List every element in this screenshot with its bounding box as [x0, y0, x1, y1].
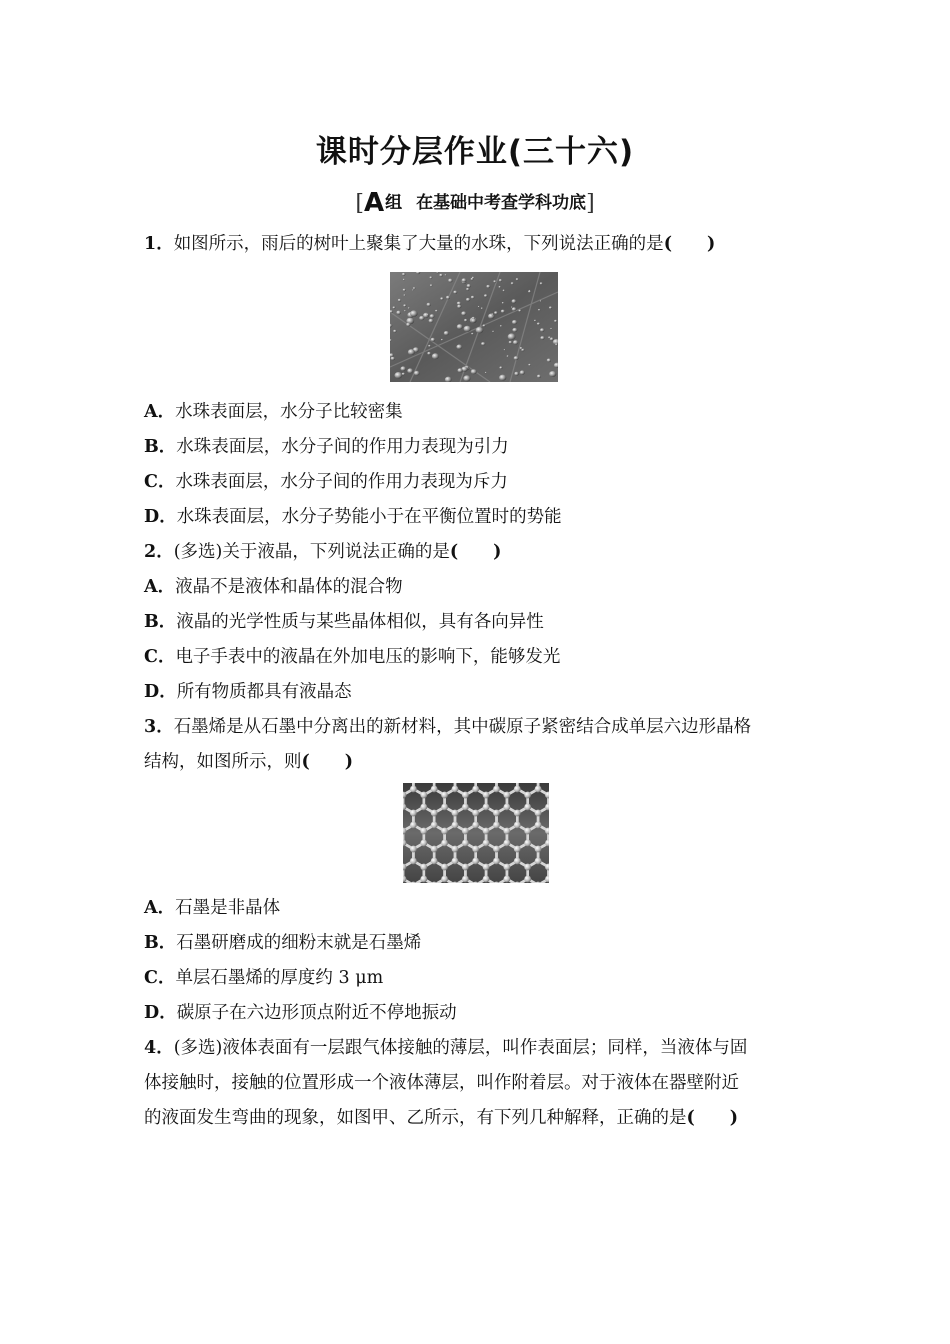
- carbon-atom: [514, 858, 521, 865]
- carbon-atom: [493, 786, 500, 793]
- droplet: [445, 274, 447, 276]
- carbon-atom: [524, 840, 531, 847]
- droplet: [427, 303, 431, 307]
- droplet: [485, 372, 487, 373]
- carbon-atom: [483, 840, 490, 847]
- carbon-atom: [441, 792, 448, 799]
- droplet: [512, 328, 517, 332]
- droplet: [520, 370, 525, 374]
- droplet: [554, 320, 557, 323]
- carbon-atom: [524, 804, 531, 811]
- carbon-atom: [410, 822, 417, 829]
- carbon-atom: [410, 858, 417, 865]
- droplet: [431, 338, 435, 342]
- droplet: [501, 310, 505, 313]
- carbon-atom: [535, 846, 542, 853]
- carbon-atom: [514, 846, 521, 853]
- carbon-atom: [524, 864, 531, 871]
- carbon-atom: [472, 810, 479, 817]
- droplet: [514, 372, 518, 376]
- carbon-atom: [431, 822, 438, 829]
- carbon-atom: [410, 786, 417, 793]
- carbon-atom: [462, 876, 469, 883]
- carbon-atom: [452, 858, 459, 865]
- question-3-option-d: D．碳原子在六边形顶点附近不停地振动: [144, 1003, 457, 1023]
- droplet: [520, 347, 523, 349]
- carbon-atom: [441, 828, 448, 835]
- droplet: [403, 279, 405, 281]
- droplet: [499, 366, 502, 369]
- droplet: [414, 371, 420, 376]
- carbon-atom: [472, 846, 479, 853]
- carbon-atom: [483, 804, 490, 811]
- carbon-atom: [535, 810, 542, 817]
- carbon-atom: [431, 810, 438, 817]
- question-2-stem: 2．(多选)关于液晶，下列说法正确的是( ): [144, 542, 502, 562]
- droplet: [511, 307, 513, 308]
- droplet: [503, 290, 505, 292]
- droplet: [444, 331, 449, 335]
- droplet: [500, 325, 502, 327]
- droplet: [499, 375, 506, 381]
- droplet: [483, 324, 486, 326]
- droplet: [464, 326, 471, 332]
- carbon-atom: [410, 810, 417, 817]
- droplet: [471, 278, 474, 280]
- question-2-option-d: D．所有物质都具有液晶态: [144, 682, 352, 702]
- droplet: [427, 314, 429, 316]
- droplet: [511, 282, 514, 285]
- droplet: [492, 331, 494, 333]
- section-text: 在基础中考查学科功底: [416, 193, 587, 213]
- droplet: [486, 285, 490, 288]
- droplet: [537, 375, 541, 378]
- question-2-option-b: B．液晶的光学性质与某些晶体相似，具有各向异性: [144, 612, 544, 632]
- carbon-atom: [441, 840, 448, 847]
- droplet: [512, 320, 517, 324]
- droplet: [549, 371, 556, 377]
- droplet: [540, 328, 544, 332]
- carbon-atom: [420, 792, 427, 799]
- question-1-option-b: B．水珠表面层，水分子间的作用力表现为引力: [144, 437, 509, 457]
- droplet: [481, 307, 483, 309]
- droplet: [402, 373, 405, 376]
- carbon-atom: [410, 846, 417, 853]
- droplet: [516, 278, 519, 280]
- droplet: [534, 320, 536, 322]
- droplet: [471, 319, 476, 323]
- droplet: [491, 313, 493, 315]
- droplet: [398, 299, 401, 302]
- carbon-atom: [504, 792, 511, 799]
- carbon-atom: [535, 822, 542, 829]
- carbon-atom: [504, 828, 511, 835]
- droplet: [462, 278, 467, 282]
- droplet: [528, 291, 531, 293]
- droplet: [499, 286, 501, 288]
- carbon-atom: [462, 804, 469, 811]
- section-header: [A组 在基础中考查学科功底]: [355, 188, 595, 218]
- carbon-atom: [462, 828, 469, 835]
- droplet: [549, 306, 552, 309]
- water-droplets-photo: [390, 272, 558, 382]
- droplet: [453, 291, 457, 294]
- droplet: [540, 300, 542, 301]
- droplet: [466, 366, 468, 368]
- question-2-option-a: A．液晶不是液体和晶体的混合物: [144, 577, 403, 597]
- droplet: [457, 302, 461, 305]
- carbon-atom: [472, 786, 479, 793]
- droplet: [432, 353, 439, 359]
- carbon-atom: [483, 876, 490, 883]
- carbon-atom: [493, 846, 500, 853]
- question-3-option-b: B．石墨研磨成的细粉末就是石墨烯: [144, 933, 422, 953]
- droplet: [457, 305, 461, 309]
- droplet: [471, 296, 475, 299]
- droplet: [404, 310, 406, 312]
- droplet: [476, 327, 484, 333]
- droplet: [430, 284, 433, 286]
- droplet: [461, 311, 466, 315]
- droplet: [494, 311, 498, 314]
- droplet: [413, 287, 416, 289]
- carbon-atom: [483, 828, 490, 835]
- droplet: [429, 319, 434, 323]
- carbon-atom: [452, 822, 459, 829]
- droplet: [463, 375, 470, 381]
- carbon-atom: [514, 810, 521, 817]
- carbon-atom: [431, 846, 438, 853]
- carbon-atom: [524, 876, 531, 883]
- droplet: [499, 279, 502, 282]
- droplet: [427, 352, 431, 355]
- droplet: [478, 306, 480, 307]
- droplet: [457, 324, 463, 329]
- question-3-stem-line-2: 结构，如图所示，则( ): [144, 752, 354, 772]
- droplet: [518, 310, 521, 312]
- carbon-atom: [504, 876, 511, 883]
- droplet: [396, 311, 401, 315]
- droplet: [466, 288, 469, 291]
- droplet: [407, 368, 413, 373]
- droplet: [512, 299, 517, 303]
- carbon-atom: [535, 786, 542, 793]
- droplet: [538, 309, 540, 311]
- droplet: [391, 357, 395, 361]
- carbon-atom: [431, 858, 438, 865]
- droplet: [408, 349, 415, 355]
- question-4-stem-line-2: 体接触时，接触的位置形成一个液体薄层，叫作附着层。对于液体在器壁附近: [144, 1073, 739, 1093]
- question-3-stem-line-1: 3．石墨烯是从石墨中分离出的新材料，其中碳原子紧密结合成单层六边形晶格: [144, 717, 752, 737]
- carbon-atom: [420, 840, 427, 847]
- carbon-atom: [452, 846, 459, 853]
- droplet: [467, 284, 471, 288]
- droplet: [512, 307, 517, 311]
- droplet: [412, 289, 414, 290]
- droplet: [481, 342, 485, 345]
- droplet: [555, 343, 558, 345]
- carbon-atom: [452, 786, 459, 793]
- carbon-atom: [483, 864, 490, 871]
- droplet: [395, 372, 403, 379]
- section-group-letter: A: [363, 188, 385, 218]
- question-4-stem-line-3: 的液面发生弯曲的现象，如图甲、乙所示，有下列几种解释，正确的是( ): [144, 1108, 739, 1128]
- question-1-stem: 1．如图所示，雨后的树叶上聚集了大量的水珠，下列说法正确的是( ): [144, 234, 716, 254]
- droplet: [514, 356, 519, 360]
- carbon-atom: [524, 828, 531, 835]
- droplet: [430, 314, 435, 318]
- section-group-label: 组: [385, 193, 403, 213]
- carbon-atom: [535, 858, 542, 865]
- droplet: [403, 304, 406, 307]
- droplet: [456, 345, 462, 350]
- carbon-atom: [472, 858, 479, 865]
- droplet: [537, 323, 540, 326]
- question-2-option-c: C．电子手表中的液晶在外加电压的影响下，能够发光: [144, 647, 561, 667]
- droplet: [540, 282, 543, 284]
- droplet: [471, 333, 473, 335]
- carbon-atom: [420, 864, 427, 871]
- droplet: [428, 345, 431, 347]
- droplet: [408, 307, 410, 309]
- droplet: [404, 294, 406, 296]
- carbon-atom: [420, 804, 427, 811]
- carbon-atom: [452, 810, 459, 817]
- droplet: [484, 294, 487, 297]
- carbon-atom: [441, 804, 448, 811]
- droplet: [448, 279, 452, 283]
- droplet: [513, 340, 518, 344]
- droplet: [464, 319, 467, 322]
- question-1-option-a: A．水珠表面层，水分子比较密集: [144, 402, 403, 422]
- carbon-atom: [462, 864, 469, 871]
- carbon-atom: [462, 792, 469, 799]
- droplet: [540, 336, 544, 340]
- droplet: [403, 289, 406, 292]
- carbon-atom: [504, 840, 511, 847]
- droplet: [504, 349, 506, 350]
- droplet: [401, 366, 406, 371]
- question-1-option-c: C．水珠表面层，水分子间的作用力表现为斥力: [144, 472, 508, 492]
- carbon-atom: [462, 840, 469, 847]
- droplet: [410, 310, 418, 316]
- carbon-atom: [483, 792, 490, 799]
- page-title: 课时分层作业(三十六): [315, 134, 635, 170]
- droplet: [502, 302, 504, 304]
- carbon-atom: [504, 864, 511, 871]
- droplet: [493, 280, 496, 282]
- carbon-atom: [431, 786, 438, 793]
- carbon-atom: [420, 876, 427, 883]
- droplet: [508, 333, 516, 340]
- droplet: [440, 297, 443, 300]
- droplet: [446, 296, 450, 299]
- droplet: [458, 368, 463, 372]
- droplet: [471, 369, 477, 374]
- droplet: [435, 310, 438, 312]
- droplet: [406, 323, 410, 327]
- carbon-atom: [441, 876, 448, 883]
- question-3-option-a: A．石墨是非晶体: [144, 898, 281, 918]
- droplet: [439, 274, 443, 277]
- carbon-atom: [514, 822, 521, 829]
- droplet: [547, 359, 551, 363]
- droplet: [430, 276, 433, 278]
- carbon-atom: [493, 822, 500, 829]
- carbon-atom: [524, 792, 531, 799]
- droplet: [393, 330, 396, 333]
- droplet: [466, 298, 470, 301]
- question-3-option-c: C．单层石墨烯的厚度约 3 μm: [144, 968, 384, 988]
- question-4-stem-line-1: 4．(多选)液体表面有一层跟气体接触的薄层，叫作表面层；同样，当液体与固: [144, 1038, 748, 1058]
- droplet: [441, 339, 443, 341]
- carbon-atom: [472, 822, 479, 829]
- carbon-atom: [441, 864, 448, 871]
- carbon-atom: [420, 828, 427, 835]
- carbon-atom: [493, 858, 500, 865]
- droplet: [550, 328, 552, 330]
- droplet: [507, 355, 509, 357]
- graphene-lattice-image: [403, 783, 549, 883]
- carbon-atom: [504, 804, 511, 811]
- carbon-atom: [514, 786, 521, 793]
- carbon-atom: [493, 810, 500, 817]
- droplet: [548, 336, 551, 338]
- droplet: [528, 364, 531, 366]
- droplet: [393, 306, 396, 308]
- question-1-option-d: D．水珠表面层，水分子势能小于在平衡位置时的势能: [144, 507, 562, 527]
- droplet: [509, 341, 512, 344]
- droplet: [402, 273, 405, 276]
